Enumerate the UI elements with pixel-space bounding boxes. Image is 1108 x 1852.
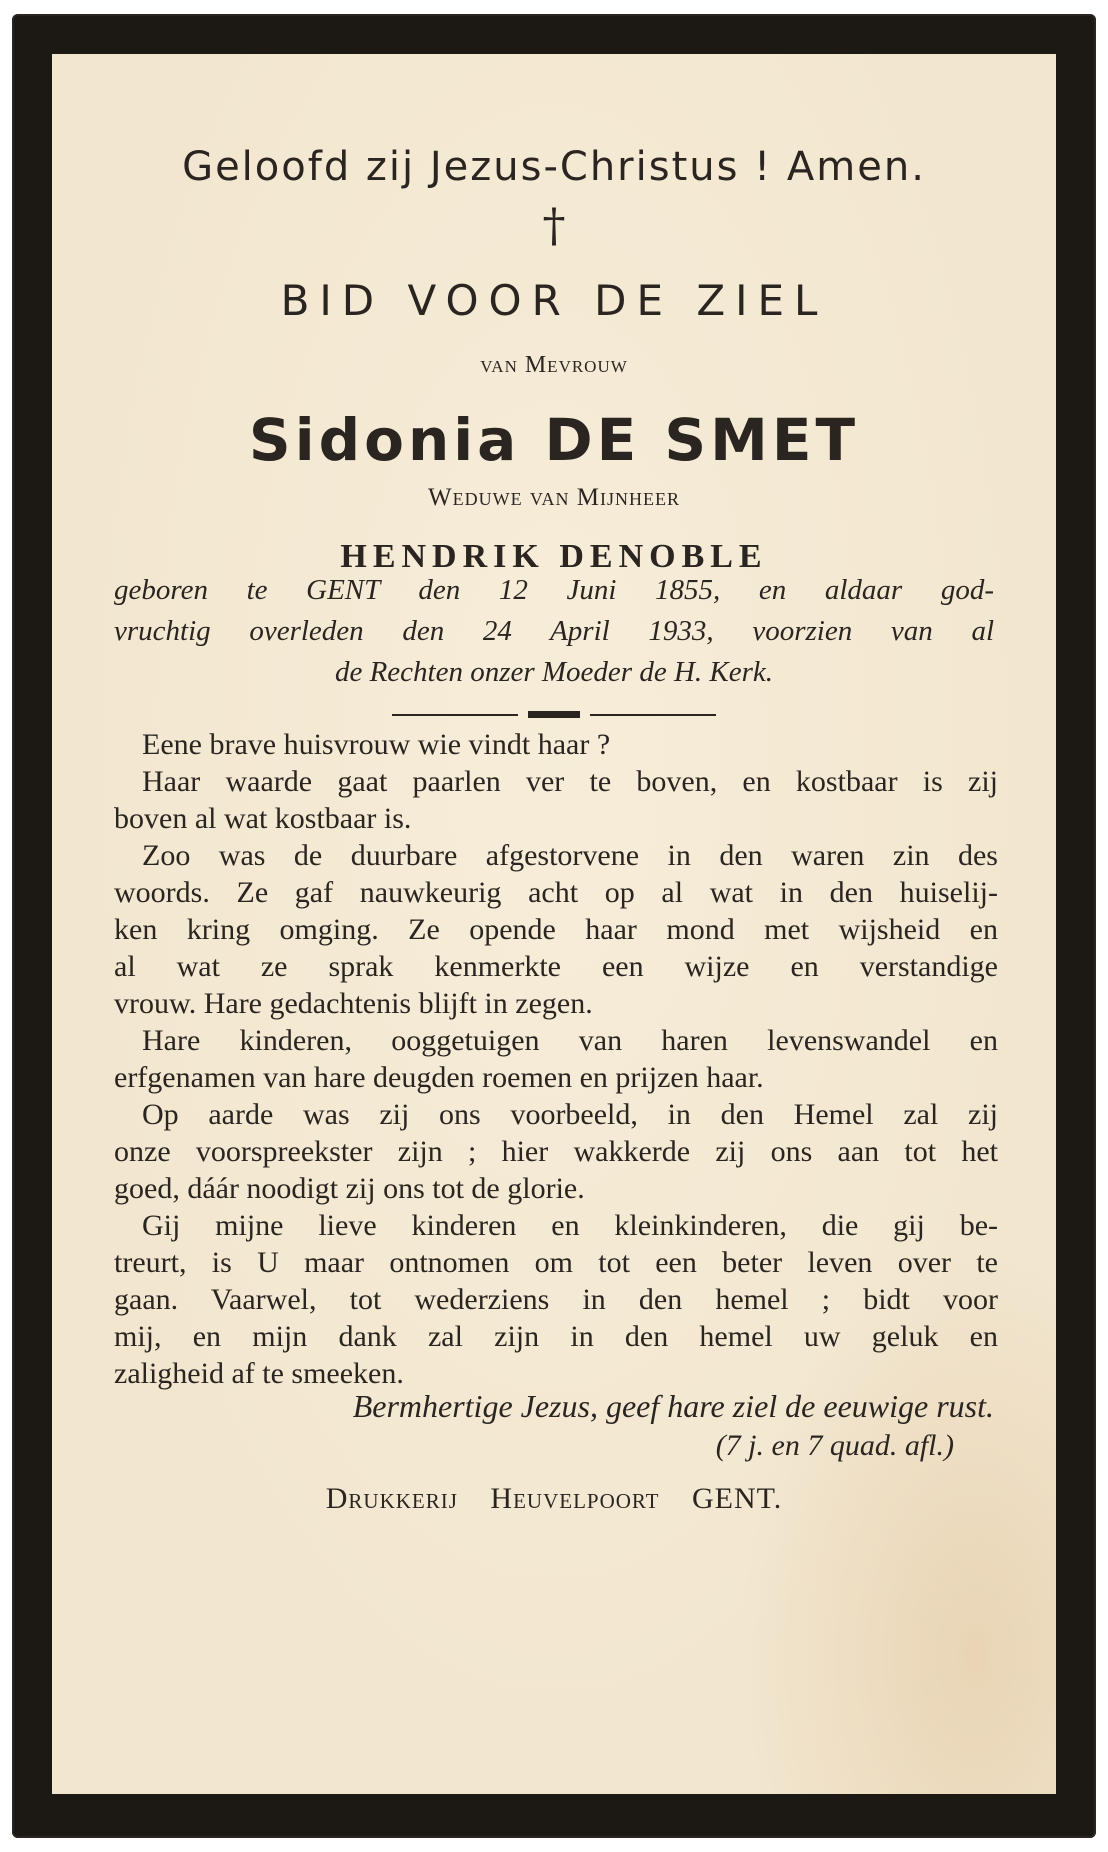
text-line: Hare kinderen, ooggetuigen van haren levenswandel en <box>142 1024 998 1057</box>
text-line: vrouw. Hare gedachtenis blijft in zegen. <box>114 987 593 1020</box>
text-line: erfgenamen van hare deugden roemen en prijzen haar. <box>114 1061 764 1094</box>
prayer-heading: BID VOOR DE ZIEL <box>280 276 828 325</box>
cross-icon: † <box>542 198 566 252</box>
memorial-card-paper <box>52 54 1056 1794</box>
paragraph <box>114 837 998 1022</box>
text-line: al wat ze sprak kenmerkte een wijze en verstandige <box>114 950 998 983</box>
deceased-name: Sidonia DE SMET <box>248 406 860 474</box>
text-line: Gij mijne lieve kinderen en kleinkinderen, die gij be- <box>142 1209 998 1242</box>
text-line: woords. Ze gaf nauwkeurig acht op al wat in den huiselij- <box>114 876 998 909</box>
printer-credit <box>52 1482 1056 1516</box>
memorial-card-border <box>12 14 1096 1838</box>
closing-block <box>114 1386 994 1466</box>
paragraph <box>114 763 998 837</box>
text-line: treurt, is U maar ontnomen om tot een beter leven over te <box>114 1246 998 1279</box>
paragraph <box>114 1096 998 1207</box>
text-line: boven al wat kostbaar is. <box>114 802 412 835</box>
paragraph <box>114 726 998 763</box>
text-line: zaligheid af te smeeken. <box>114 1357 404 1390</box>
closing-prayer: Bermhertige Jezus, geef hare ziel de eeuwige rust. <box>352 1388 994 1424</box>
eulogy-text <box>114 726 998 1392</box>
paragraph <box>114 1022 998 1096</box>
text-line: Eene brave huisvrouw wie vindt haar ? <box>142 728 611 761</box>
text-line: mij, en mijn dank zal zijn in den hemel uw geluk en <box>114 1320 998 1353</box>
husband-name: HENDRIK DENOBLE <box>340 538 768 575</box>
text-line: Op aarde was zij ons voorbeeld, in den Hemel zal zij <box>142 1098 998 1131</box>
dates-block <box>114 570 994 693</box>
dates-line: geboren te GENT den 12 Juni 1855, en aldaar god- <box>114 574 994 606</box>
dates-line: vruchtig overleden den 24 April 1933, voorzien van al <box>114 615 994 647</box>
paragraph <box>114 1207 998 1392</box>
text-line: gaan. Vaarwel, tot wederziens in den hemel ; bidt voor <box>114 1283 998 1316</box>
text-line: Haar waarde gaat paarlen ver te boven, en kostbaar is zij <box>142 765 998 798</box>
indulgence-note: (7 j. en 7 quad. afl.) <box>715 1429 954 1462</box>
widow-line: Weduwe van Mijnheer <box>428 484 680 511</box>
text-line: goed, dáár noodigt zij ons tot de glorie. <box>114 1172 585 1205</box>
ornamental-divider <box>392 710 716 720</box>
printer-name: Heuvelpoort <box>490 1482 660 1515</box>
text-line: Zoo was de duurbare afgestorvene in den waren zin des <box>142 839 998 872</box>
van-line: van Mevrouw <box>480 352 628 378</box>
printer-word: Drukkerij <box>325 1482 458 1515</box>
dates-line: de Rechten onzer Moeder de H. Kerk. <box>334 656 774 688</box>
text-line: ken kring omging. Ze opende haar mond met wijsheid en <box>114 913 998 946</box>
printer-city: GENT. <box>691 1482 783 1515</box>
header-invocation: Geloofd zij Jezus-Christus ! Amen. <box>182 144 926 190</box>
text-line: onze voorspreekster zijn ; hier wakkerde zij ons aan tot het <box>114 1135 998 1168</box>
